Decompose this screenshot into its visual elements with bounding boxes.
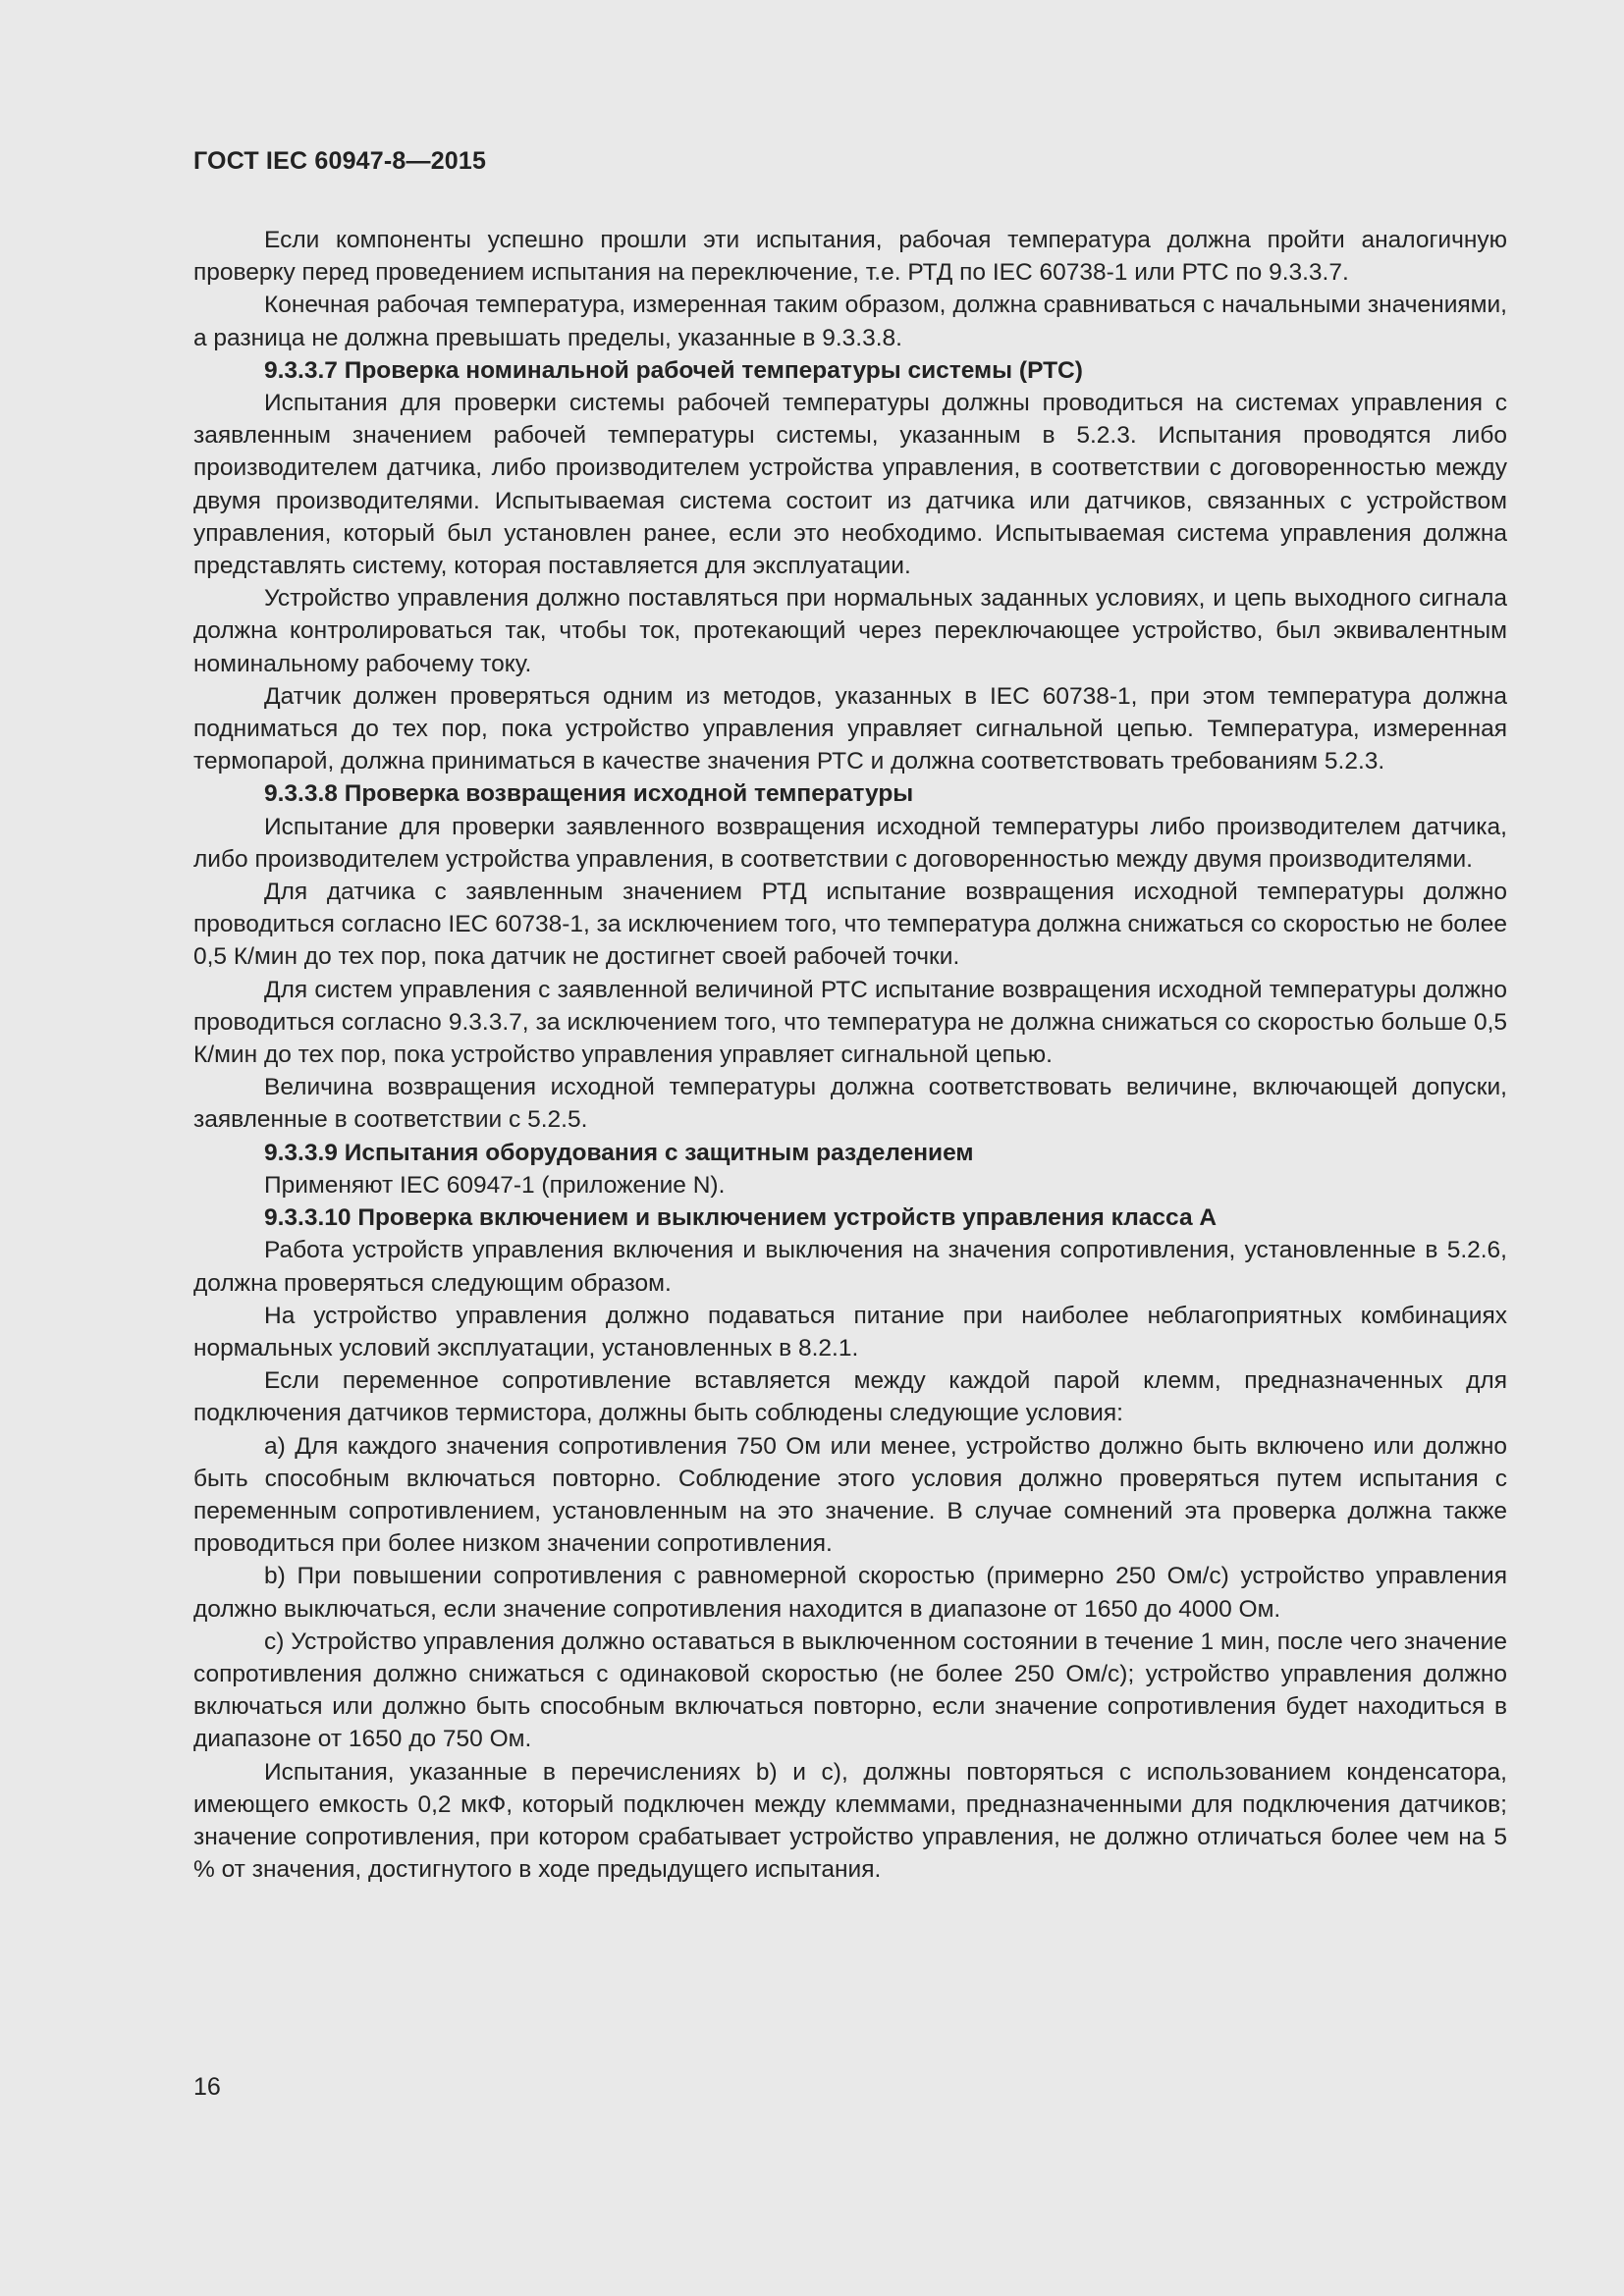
paragraph: Испытания для проверки системы рабочей температуры должны проводиться на системах управления с заявленным значением рабочей температуры системы, указанным в 5.2.3. Испытания проводятся либо производителем датчика, либо производителем устройства управления, в соответствии с договоренностью между двумя производителями. Испытываемая система состоит из датчика или датчиков, связанных с устройством управления, который был установлен ранее, если это необходимо. Испытываемая система управления должна представлять систему, которая поставляется для эксплуатации.: [193, 390, 1507, 580]
paragraph: Устройство управления должно поставляться при нормальных заданных условиях, и цепь выходного сигнала должна контролироваться так, чтобы ток, протекающий через переключающее устройство, был эквивалентным номинальному рабочему току.: [193, 585, 1507, 677]
paragraph: Испытания, указанные в перечислениях b) и c), должны повторяться с использованием конденсатора, имеющего емкость 0,2 мкФ, который подключен между клеммами, предназначенными для подключения датчиков; значение сопротивления, при котором срабатывает устройство управления, не должно отличаться более чем на 5 % от значения, достигнутого в ходе предыдущего испытания.: [193, 1758, 1507, 1884]
list-item-b: b) При повышении сопротивления с равномерной скоростью (примерно 250 Ом/с) устройство управления должно выключаться, если значение сопротивления находится в диапазоне от 1650 до 4000 Ом.: [193, 1563, 1507, 1623]
paragraph: Для систем управления с заявленной величиной РТС испытание возвращения исходной температуры должно проводиться согласно 9.3.3.7, за исключением того, что температура не должна снижаться со скоростью больше 0,5 К/мин до тех пор, пока устройство управления управляет сигнальной цепью.: [193, 976, 1507, 1069]
document-header: ГОСТ IEC 60947-8—2015: [193, 147, 487, 175]
section-heading: 9.3.3.8 Проверка возвращения исходной температуры: [264, 780, 914, 808]
page-number: 16: [193, 2073, 221, 2101]
paragraph: Датчик должен проверяться одним из методов, указанных в IEC 60738-1, при этом температура должна подниматься до тех пор, пока устройство управления управляет сигнальной цепью. Температура, измеренная термопарой, должна приниматься в качестве значения РТС и должна соответствовать требованиям 5.2.3.: [193, 682, 1507, 775]
list-item-c: c) Устройство управления должно оставаться в выключенном состоянии в течение 1 мин, после чего значение сопротивления должно снижаться с одинаковой скоростью (не более 250 Ом/с); устройство управления должно включаться или должно быть способным включаться повторно, если значение сопротивления будет находиться в диапазоне от 1650 до 750 Ом.: [193, 1628, 1507, 1753]
paragraph: Если переменное сопротивление вставляется между каждой парой клемм, предназначенных для подключения датчиков термистора, должны быть соблюдены следующие условия:: [193, 1367, 1507, 1427]
paragraph: Величина возвращения исходной температуры должна соответствовать величине, включающей допуски, заявленные в соответствии с 5.2.5.: [193, 1074, 1507, 1134]
paragraph: Конечная рабочая температура, измеренная таким образом, должна сравниваться с начальными значениями, а разница не должна превышать пределы, указанные в 9.3.3.8.: [193, 292, 1507, 351]
section-heading: 9.3.3.10 Проверка включением и выключением устройств управления класса А: [264, 1204, 1218, 1232]
paragraph: Испытание для проверки заявленного возвращения исходной температуры либо производителем датчика, либо производителем устройства управления, в соответствии с договоренностью между двумя производителями.: [193, 813, 1507, 873]
paragraph: Применяют IEC 60947-1 (приложение N).: [264, 1171, 726, 1199]
paragraph: Для датчика с заявленным значением РТД испытание возвращения исходной температуры должно проводиться согласно IEC 60738-1, за исключением того, что температура должна снижаться со скоростью не более 0,5 К/мин до тех пор, пока датчик не достигнет своей рабочей точки.: [193, 879, 1507, 971]
list-item-a: a) Для каждого значения сопротивления 750 Ом или менее, устройство должно быть включено или должно быть способным включаться повторно. Соблюдение этого условия должно проверяться путем испытания с переменным сопротивлением, установленным на это значение. В случае сомнений эта проверка должна также проводиться при более низком значении сопротивления.: [193, 1432, 1507, 1558]
document-body: [193, 224, 1507, 1886]
paragraph: На устройство управления должно подаваться питание при наиболее неблагоприятных комбинациях нормальных условий эксплуатации, установленных в 8.2.1.: [193, 1302, 1507, 1362]
paragraph: Работа устройств управления включения и выключения на значения сопротивления, установленные в 5.2.6, должна проверяться следующим образом.: [193, 1237, 1507, 1297]
section-heading: 9.3.3.9 Испытания оборудования с защитным разделением: [264, 1139, 974, 1166]
paragraph: Если компоненты успешно прошли эти испытания, рабочая температура должна пройти аналогичную проверку перед проведением испытания на переключение, т.е. РТД по IEC 60738-1 или РТС по 9.3.3.7.: [193, 227, 1507, 287]
section-heading: 9.3.3.7 Проверка номинальной рабочей температуры системы (РТС): [264, 356, 1083, 384]
